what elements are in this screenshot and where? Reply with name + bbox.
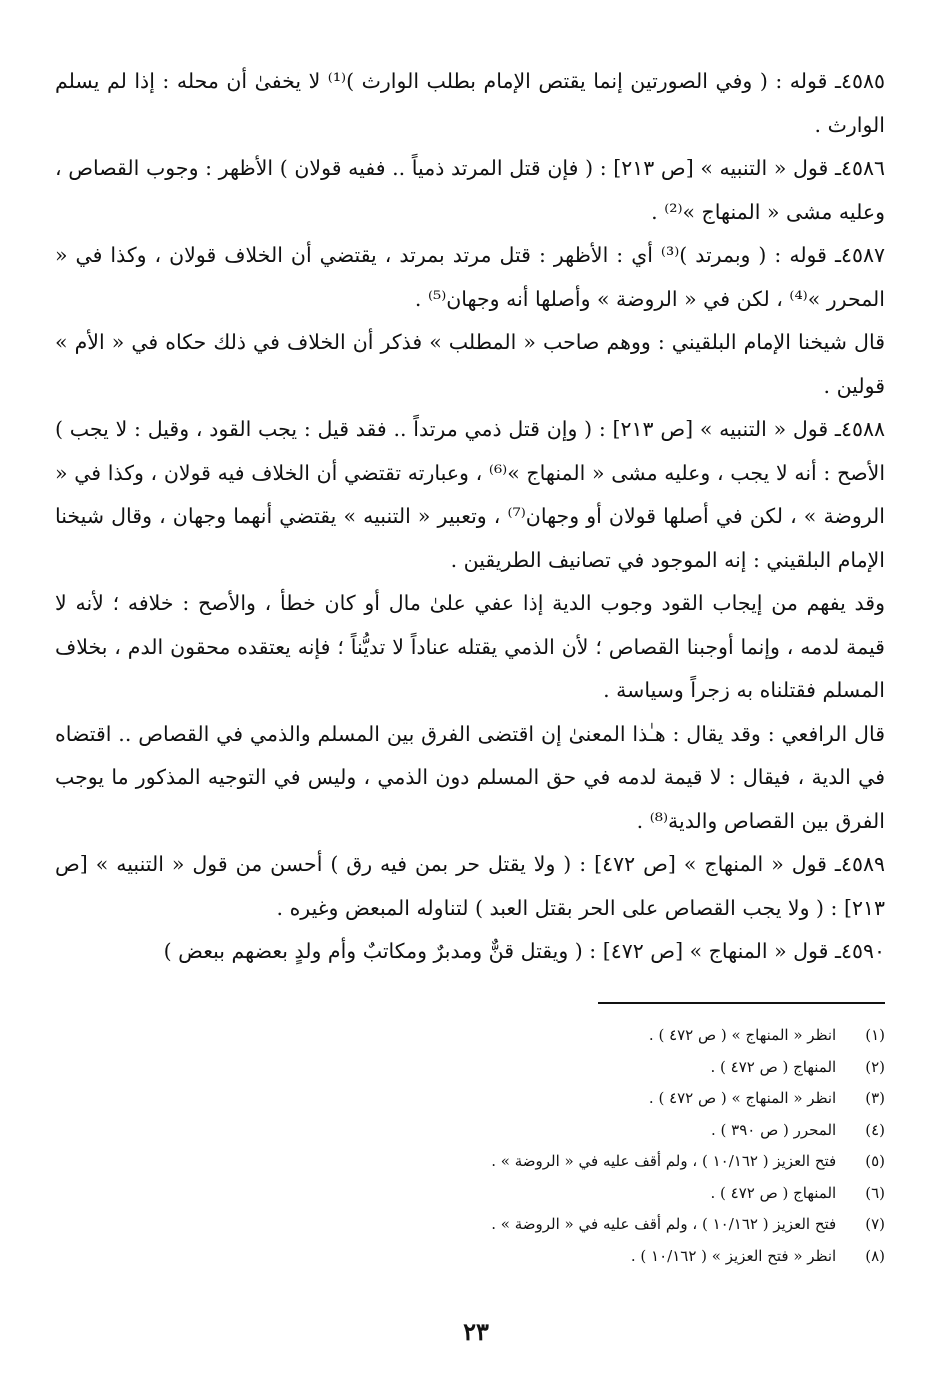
footnote-number: (٢) bbox=[865, 1057, 885, 1076]
footnote-item bbox=[185, 1083, 885, 1115]
footnote-item bbox=[185, 1052, 885, 1084]
footnote-number: (٣) bbox=[865, 1089, 885, 1107]
footnote-text: انظر « فتح العزيز » ( ١٠/١٦٢ ) . bbox=[630, 1246, 837, 1265]
paragraph-4589: ٤٥٨٩ـ قول « المنهاج » [ص ٤٧٢] : ( ولا يقتل حر بمن فيه رق ) أحسن من قول « التنبيه » [ص ٢١٣] : ( ولا يجب القصاص على الحر بقتل العبد ) لتناوله المبعض وغيره . bbox=[55, 852, 885, 920]
footnote-text: المنهاج ( ص ٤٧٢ ) . bbox=[710, 1057, 837, 1076]
footnote-number: (٦) bbox=[865, 1183, 885, 1202]
page-number: ٢٣ bbox=[463, 1317, 489, 1346]
paragraph-bulqini-note: قال شيخنا الإمام البلقيني : ووهم صاحب « المطلب » فذكر أن الخلاف في ذلك حكاه في « الأم » قولين . bbox=[55, 330, 885, 398]
footnote-text: فتح العزيز ( ١٠/١٦٢ ) ، ولم أقف عليه في « الروضة » . bbox=[491, 1152, 837, 1170]
paragraph-diya-note: وقد يفهم من إيجاب القود وجوب الدية إذا عفي علىٰ مال أو كان خطأ ، والأصح : خلافه ؛ لأنه لا قيمة لدمه ، وإنما أوجبنا القصاص ؛ لأن الذمي يقتله عناداً لا تديُّناً ؛ فإنه يعتقده محقون الدم ، بخلاف المسلم فقتلناه به زجراً وسياسة . bbox=[55, 591, 885, 702]
footnote-item bbox=[185, 1115, 885, 1147]
paragraph-4588: ٤٥٨٨ـ قول « التنبيه » [ص ٢١٣] : ( وإن قتل ذمي مرتداً .. فقد قيل : يجب القود ، وقيل : لا يجب ) الأصح : أنه لا يجب ، وعليه مشى « المنهاج »⁽⁶⁾ ، وعبارته تقتضي أن الخلاف فيه قولان ، وكذا في « الروضة » ، لكن في أصلها قولان أو وجهان⁽⁷⁾ ، وتعبير « التنبيه » يقتضي أنهما وجهان ، وقال شيخنا الإمام البلقيني : إنه الموجود في تصانيف الطريقين . bbox=[55, 417, 886, 572]
footnote-item bbox=[185, 1178, 885, 1210]
footnotes-list bbox=[185, 1020, 885, 1272]
main-text bbox=[55, 60, 885, 974]
paragraph-4586: ٤٥٨٦ـ قول « التنبيه » [ص ٢١٣] : ( فإن قتل المرتد ذمياً .. ففيه قولان ) الأظهر : وجوب القصاص ، وعليه مشى « المنهاج »⁽²⁾ . bbox=[55, 156, 885, 224]
footnote-item bbox=[185, 1020, 885, 1052]
footnote-divider bbox=[598, 1002, 885, 1004]
footnote-number: (٥) bbox=[865, 1152, 885, 1170]
footnote-number: (٤) bbox=[865, 1120, 885, 1139]
footnote-item bbox=[185, 1209, 885, 1241]
paragraph-4587: ٤٥٨٧ـ قوله : ( وبمرتد )⁽³⁾ أي : الأظهر : قتل مرتد بمرتد ، يقتضي أن الخلاف قولان ، وكذا في « المحرر »⁽⁴⁾ ، لكن في « الروضة » وأصلها أنه وجهان⁽⁵⁾ . bbox=[55, 243, 885, 311]
footnote-text: المنهاج ( ص ٤٧٢ ) . bbox=[710, 1183, 837, 1202]
footnote-item bbox=[185, 1146, 885, 1178]
footnote-number: (٧) bbox=[865, 1215, 885, 1233]
footnote-text: المحرر ( ص ٣٩٠ ) . bbox=[710, 1120, 837, 1139]
footnote-number: (٨) bbox=[865, 1246, 885, 1265]
paragraph-4590: ٤٥٩٠ـ قول « المنهاج » [ص ٤٧٢] : ( ويقتل قنٌّ ومدبرٌ ومكاتبٌ وأم ولدٍ بعضهم ببعض ) bbox=[163, 939, 885, 963]
footnote-text: انظر « المنهاج » ( ص ٤٧٢ ) . bbox=[648, 1089, 837, 1107]
footnote-text: انظر « المنهاج » ( ص ٤٧٢ ) . bbox=[648, 1026, 837, 1044]
footnote-item bbox=[185, 1241, 885, 1273]
paragraph-rafii-note: قال الرافعي : وقد يقال : هـٰذا المعنىٰ إن اقتضى الفرق بين المسلم والذمي في القصاص .. اقتضاه في الدية ، فيقال : لا قيمة لدمه في حق المسلم دون الذمي ، وليس في التوجيه المذكور ما يوجب الفرق بين القصاص والدية⁽⁸⁾ . bbox=[55, 721, 885, 833]
footnote-number: (١) bbox=[865, 1026, 885, 1044]
paragraph-4585: ٤٥٨٥ـ قوله : ( وفي الصورتين إنما يقتص الإمام بطلب الوارث )⁽¹⁾ لا يخفىٰ أن محله : إذا لم يسلم الوارث . bbox=[55, 69, 885, 137]
footnote-text: فتح العزيز ( ١٠/١٦٢ ) ، ولم أقف عليه في « الروضة » . bbox=[491, 1215, 837, 1233]
